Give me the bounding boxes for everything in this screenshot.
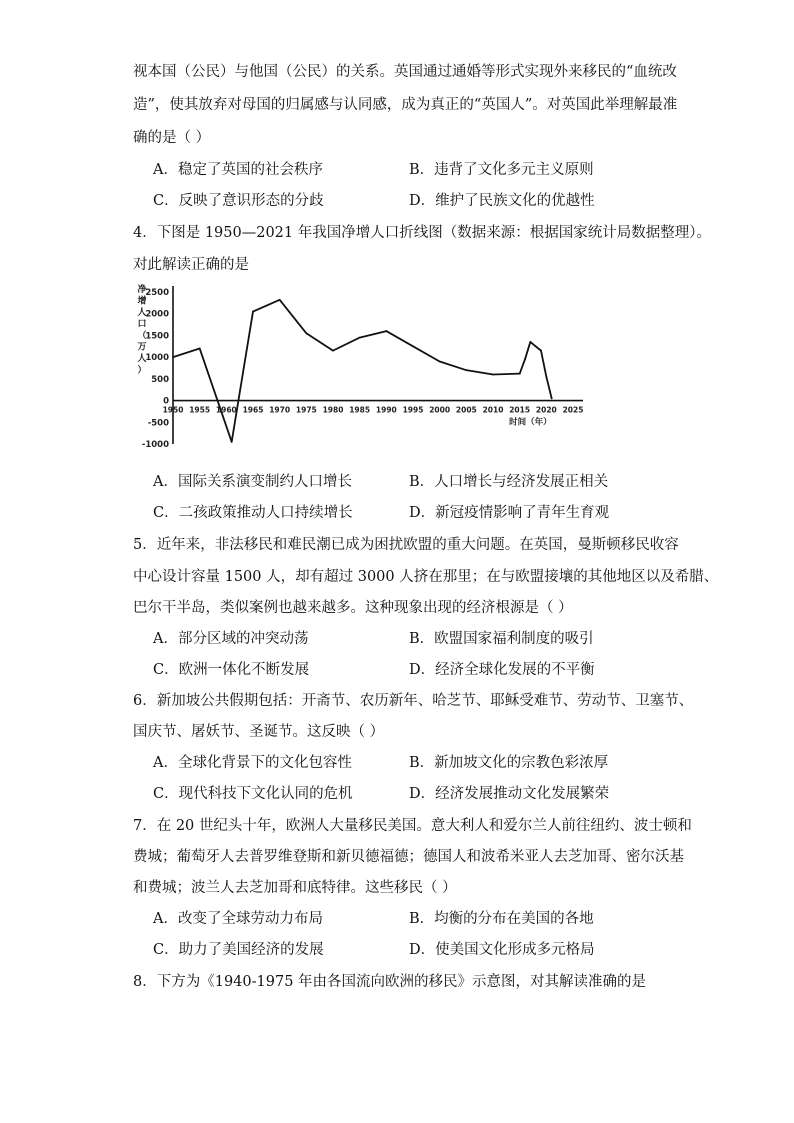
q8-stem-line-1: 8．下方为《1940-1975 年由各国流向欧洲的移民》示意图，对其解读准确的是: [133, 974, 647, 990]
x-tick-label: 1990: [375, 405, 397, 415]
q6-option-b[interactable]: B．新加坡文化的宗教色彩浓厚: [409, 755, 609, 771]
series-line-segment: [493, 374, 520, 375]
x-tick-label: 1960: [215, 405, 237, 415]
series-line-segment: [466, 370, 493, 374]
x-tick-label: 1980: [322, 405, 344, 415]
q5-stem-line-3: 巴尔干半岛，类似案例也越来越多。这种现象出现的经济根源是（ ）: [133, 600, 573, 616]
x-tick-label: 1970: [269, 405, 291, 415]
q5-option-d[interactable]: D．经济全球化发展的不平衡: [409, 662, 595, 678]
series-line-segment: [253, 300, 280, 312]
x-tick-label: 1995: [402, 405, 424, 415]
q7-option-d[interactable]: D．使美国文化形成多元格局: [409, 942, 595, 958]
q4-stem-line-2: 对此解读正确的是: [133, 257, 249, 273]
q6-stem-line-2: 国庆节、屠妖节、圣诞节。这反映（ ）: [133, 724, 385, 740]
q6-option-c[interactable]: C．现代科技下文化认同的危机: [153, 786, 353, 802]
series-lines: [173, 300, 552, 442]
series-line-segment: [306, 333, 333, 350]
q4-option-b[interactable]: B．人口增长与经济发展正相关: [409, 474, 609, 490]
y-axis-label-char: （: [137, 331, 147, 341]
y-axis-label-char: ）: [137, 365, 147, 376]
x-tick-label: 1950: [162, 405, 184, 415]
x-tick-labels: [163, 406, 584, 415]
q6-stem-line-1: 6．新加坡公共假期包括：开斋节、农历新年、哈芝节、耶稣受难节、劳动节、卫塞节、: [133, 693, 694, 709]
q7-stem-line-3: 和费城；波兰人去芝加哥和底特律。这些移民（ ）: [133, 880, 457, 896]
q3-option-c[interactable]: C．反映了意识形态的分歧: [153, 193, 324, 209]
series-line-segment: [200, 348, 232, 441]
q4-stem-line-1: 4．下图是 1950—2021 年我国净增人口折线图（数据来源：根据国家统计局数据整理）。: [133, 225, 711, 241]
y-tick-label: 2500: [145, 288, 169, 298]
series-line-segment: [536, 346, 541, 350]
y-tick-label: -500: [147, 418, 169, 429]
q7-option-b[interactable]: B．均衡的分布在美国的各地: [409, 911, 594, 927]
q3-stem-line-2: 造”，使其放弃对母国的归属感与认同感，成为真正的“英国人”。对英国此举理解最准: [133, 97, 678, 113]
y-axis-label-char: 人: [137, 308, 147, 318]
q3-option-d[interactable]: D．维护了民族文化的优越性: [409, 193, 595, 209]
series-line-segment: [530, 342, 535, 346]
y-axis-label-char: 人: [137, 354, 147, 364]
series-line-segment: [232, 312, 253, 442]
x-axis-label: 时间（年）: [509, 417, 552, 428]
y-axis-label-char: 增: [137, 296, 147, 307]
y-tick-label: 1500: [145, 331, 169, 342]
q3-stem-line-1: 视本国（公民）与他国（公民）的关系。英国通过通婚等形式实现外来移民的“血统改: [133, 64, 677, 80]
q4-option-c[interactable]: C．二孩政策推动人口持续增长: [153, 505, 353, 521]
y-tick-label: 0: [163, 396, 169, 407]
q5-option-c[interactable]: C．欧洲一体化不断发展: [153, 662, 310, 678]
x-tick-label: 1965: [242, 405, 264, 415]
q3-option-b[interactable]: B．违背了文化多元主义原则: [409, 162, 594, 178]
series-line-segment: [525, 342, 530, 359]
q3-stem-line-3: 确的是（ ）: [133, 130, 211, 146]
x-tick-label: 2010: [482, 405, 504, 415]
y-axis-label-char: 净: [137, 285, 147, 295]
q6-option-d[interactable]: D．经济发展推动文化发展繁荣: [409, 786, 610, 802]
x-tick-label: 2015: [509, 405, 531, 415]
q5-option-a[interactable]: A．部分区域的冲突动荡: [153, 631, 309, 647]
series-line-segment: [173, 348, 200, 357]
x-tick-label: 1955: [189, 405, 211, 415]
y-tick-label: 500: [151, 374, 169, 385]
series-line-segment: [386, 331, 413, 346]
x-tick-label: 2000: [429, 405, 451, 415]
series-line-segment: [360, 331, 387, 338]
q3-option-a[interactable]: A．稳定了英国的社会秩序: [153, 162, 323, 178]
series-line-segment: [280, 300, 307, 333]
y-axis-label-char: 万: [137, 342, 147, 353]
x-tick-label: 1985: [349, 405, 371, 415]
q7-stem-line-1: 7．在 20 世纪头十年，欧洲人大量移民美国。意大利人和爱尔兰人前往纽约、波士顿和: [133, 818, 692, 834]
y-tick-label: 1000: [145, 353, 169, 364]
series-line-segment: [440, 361, 467, 370]
series-line-segment: [413, 346, 440, 361]
net-population-line-chart: [133, 282, 603, 460]
series-line-segment: [333, 338, 360, 351]
q5-option-b[interactable]: B．欧盟国家福利制度的吸引: [409, 631, 594, 647]
y-axis-label-char: 口: [137, 319, 147, 330]
series-line-segment: [541, 351, 546, 377]
q7-stem-line-2: 费城；葡萄牙人去普罗维登斯和新贝德福德；德国人和波希米亚人去芝加哥、密尔沃基: [133, 849, 684, 865]
q7-option-c[interactable]: C．助力了美国经济的发展: [153, 942, 324, 958]
q5-stem-line-1: 5．近年来，非法移民和难民潮已成为困扰欧盟的重大问题。在英国，曼斯顿移民收容: [133, 537, 679, 553]
q6-option-a[interactable]: A．全球化背景下的文化包容性: [153, 755, 352, 771]
q7-option-a[interactable]: A．改变了全球劳动力布局: [153, 911, 323, 927]
q4-option-d[interactable]: D．新冠疫情影响了青年生育观: [409, 505, 610, 521]
series-line-segment: [520, 359, 525, 373]
x-tick-label: 2020: [535, 405, 557, 415]
y-tick-label: 2000: [145, 309, 169, 320]
x-tick-label: 1975: [295, 405, 317, 415]
x-tick-label: 2025: [562, 405, 584, 415]
q4-option-a[interactable]: A．国际关系演变制约人口增长: [153, 474, 352, 490]
y-tick-label: -1000: [141, 440, 169, 450]
q5-stem-line-2: 中心设计容量 1500 人，却有超过 3000 人挤在那里；在与欧盟接壤的其他地区以及希腊、: [133, 569, 719, 585]
series-line-segment: [546, 377, 551, 399]
x-tick-label: 2005: [455, 405, 477, 415]
